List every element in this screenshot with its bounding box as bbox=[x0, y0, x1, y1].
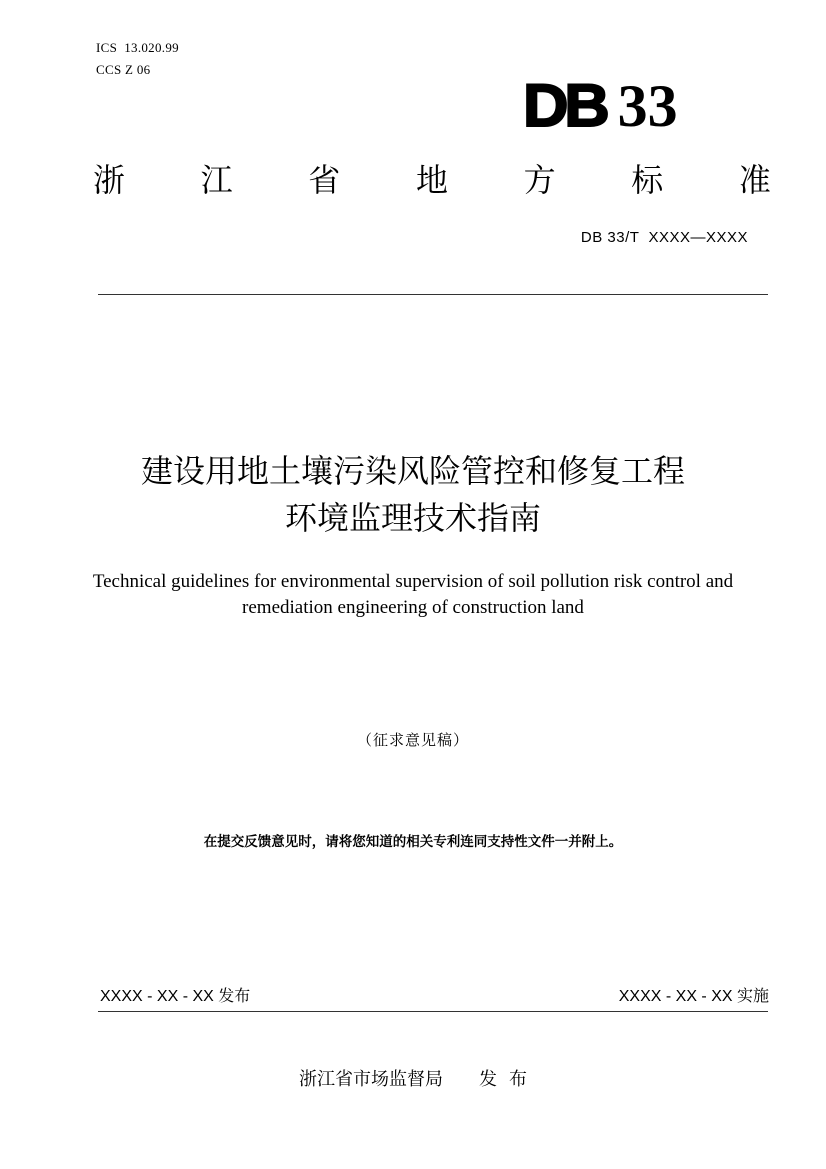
issue-date: XXXX - XX - XX 发布 bbox=[100, 988, 251, 1005]
publish-action-char: 发 bbox=[479, 1069, 497, 1090]
publisher-name: 浙江省市场监督局 bbox=[299, 1069, 443, 1090]
ccs-code: CCS Z 06 bbox=[96, 62, 151, 77]
title-en-line1: Technical guidelines for environmental supervision of soil pollution risk control and bbox=[92, 571, 734, 592]
standard-type-char: 方 bbox=[523, 161, 556, 199]
bottom-divider bbox=[98, 1011, 768, 1012]
standard-type-char: 地 bbox=[415, 161, 448, 199]
logo-number-text: 33 bbox=[617, 73, 678, 139]
patent-notice: 在提交反馈意见时，请将您知道的相关专利连同支持性文件一并附上。 bbox=[203, 834, 623, 850]
standard-type-char: 标 bbox=[631, 161, 664, 199]
logo-db-text: DB bbox=[523, 72, 606, 139]
title-en-line2: remediation engineering of construction land bbox=[242, 597, 584, 618]
draft-label: （征求意见稿） bbox=[356, 733, 469, 749]
standard-type-char: 江 bbox=[200, 161, 233, 199]
implementation-date: XXXX - XX - XX 实施 bbox=[618, 988, 769, 1005]
standard-type-char: 浙 bbox=[92, 161, 125, 199]
standard-code: DB 33/T XXXX—XXXX bbox=[580, 229, 748, 246]
db33-logo bbox=[523, 72, 678, 139]
title-cn-line1: 建设用地土壤污染风险管控和修复工程 bbox=[140, 452, 685, 490]
standard-type-char: 准 bbox=[738, 161, 771, 199]
publisher-line bbox=[0, 1068, 826, 1092]
standard-type-heading bbox=[92, 158, 772, 202]
top-divider bbox=[98, 294, 768, 295]
publish-action-char: 布 bbox=[509, 1069, 527, 1090]
ics-code: ICS 13.020.99 bbox=[96, 40, 179, 55]
title-cn-line2: 环境监理技术指南 bbox=[284, 499, 541, 537]
standard-type-char: 省 bbox=[308, 161, 341, 199]
